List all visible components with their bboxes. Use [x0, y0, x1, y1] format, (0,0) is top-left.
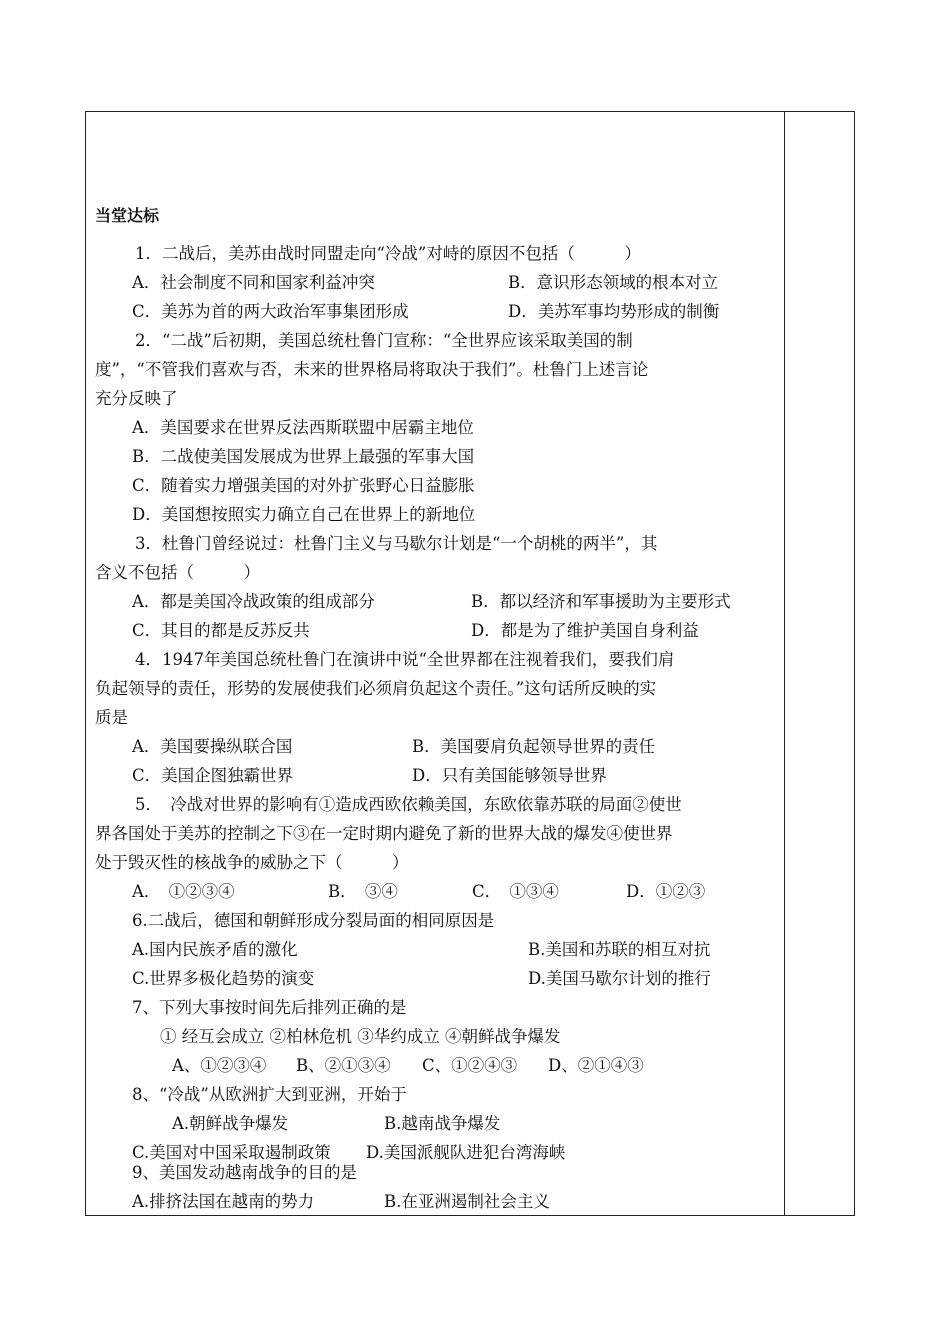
column-divider: [784, 111, 785, 1216]
q2-option-d: D．美国想按照实力确立自己在世界上的新地位: [132, 505, 476, 524]
q9-option-b: B.在亚洲遏制社会主义: [384, 1192, 550, 1211]
q6-stem-line1: 6.二战后，德国和朝鲜形成分裂局面的相同原因是: [132, 911, 495, 930]
q6-option-b: B.美国和苏联的相互对抗: [528, 940, 711, 959]
q2-option-b: B．二战使美国发展成为世界上最强的军事大国: [132, 447, 475, 466]
q5-option-d: D．①②③: [626, 882, 706, 901]
q6-option-a: A.国内民族矛盾的激化: [132, 940, 298, 959]
q5-stem-line3: 处于毁灭性的核战争的威胁之下（ ）: [95, 853, 409, 872]
q3-option-b: B．都以经济和军事援助为主要形式: [471, 592, 731, 611]
q2-stem-line1: 2．“二战”后初期，美国总统杜鲁门宣称：“全世界应该采取美国的制: [135, 331, 633, 350]
q2-option-a: A．美国要求在世界反法西斯联盟中居霸主地位: [132, 418, 474, 437]
q1-option-b: B．意识形态领域的根本对立: [508, 273, 719, 292]
q4-option-b: B．美国要肩负起领导世界的责任: [412, 737, 656, 756]
q3-stem-line2: 含义不包括（ ）: [95, 563, 260, 582]
q1-option-a: A．社会制度不同和国家利益冲突: [132, 273, 375, 292]
q8-option-d: D.美国派舰队进犯台湾海峡: [366, 1143, 566, 1162]
q1-stem-line1: 1．二战后，美苏由战时同盟走向“冷战”对峙的原因不包括（ ）: [135, 244, 641, 263]
q4-stem-line3: 质是: [95, 708, 128, 727]
q3-option-a: A．都是美国冷战政策的组成部分: [132, 592, 375, 611]
q3-option-c: C．其目的都是反苏反共: [132, 621, 310, 640]
q1-option-d: D．美苏军事均势形成的制衡: [508, 302, 720, 321]
q7-stem-line2: ① 经互会成立 ②柏林危机 ③华约成立 ④朝鲜战争爆发: [160, 1027, 561, 1046]
q8-stem-line1: 8、“冷战”从欧洲扩大到亚洲，开始于: [132, 1085, 407, 1104]
q5-option-a: A． ①②③④: [132, 882, 235, 901]
section-title: 当堂达标: [95, 206, 160, 225]
q9-stem-line1: 9、美国发动越南战争的目的是: [132, 1163, 357, 1182]
q9-option-a: A.排挤法国在越南的势力: [132, 1192, 315, 1211]
q5-option-b: B． ③④: [328, 882, 398, 901]
q5-option-c: C． ①③④: [472, 882, 559, 901]
q4-option-a: A．美国要操纵联合国: [132, 737, 293, 756]
q7-option-d: D、②①④③: [548, 1056, 644, 1075]
q4-option-c: C．美国企图独霸世界: [132, 766, 294, 785]
q4-option-d: D．只有美国能够领导世界: [412, 766, 607, 785]
q8-option-c: C.美国对中国采取遏制政策: [132, 1143, 331, 1162]
q8-option-a: A.朝鲜战争爆发: [172, 1114, 289, 1133]
q7-stem-line1: 7、下列大事按时间先后排列正确的是: [132, 998, 407, 1017]
q5-stem-line1: 5． 冷战对世界的影响有①造成西欧依赖美国，东欧依靠苏联的局面②使世: [135, 795, 682, 814]
q8-option-b: B.越南战争爆发: [384, 1114, 501, 1133]
q1-option-c: C．美苏为首的两大政治军事集团形成: [132, 302, 409, 321]
q2-stem-line3: 充分反映了: [95, 389, 178, 408]
q7-option-c: C、①②④③: [422, 1056, 518, 1075]
q4-stem-line2: 负起领导的责任，形势的发展使我们必须肩负起这个责任。”这句话所反映的实: [95, 679, 657, 698]
q2-stem-line2: 度”，“不管我们喜欢与否，未来的世界格局将取决于我们”。杜鲁门上述言论: [95, 360, 649, 379]
q5-stem-line2: 界各国处于美苏的控制之下③在一定时期内避免了新的世界大战的爆发④使世界: [95, 824, 673, 843]
q3-stem-line1: 3．杜鲁门曾经说过：杜鲁门主义与马歇尔计划是“一个胡桃的两半”，其: [135, 534, 658, 553]
q2-option-c: C．随着实力增强美国的对外扩张野心日益膨胀: [132, 476, 475, 495]
q6-option-d: D.美国马歇尔计划的推行: [528, 969, 711, 988]
q4-stem-line1: 4．1947年美国总统杜鲁门在演讲中说“全世界都在注视着我们，要我们肩: [135, 650, 675, 669]
q7-option-a: A、①②③④: [172, 1056, 267, 1075]
q6-option-c: C.世界多极化趋势的演变: [132, 969, 315, 988]
q3-option-d: D．都是为了维护美国自身利益: [471, 621, 699, 640]
q7-option-b: B、②①③④: [296, 1056, 391, 1075]
